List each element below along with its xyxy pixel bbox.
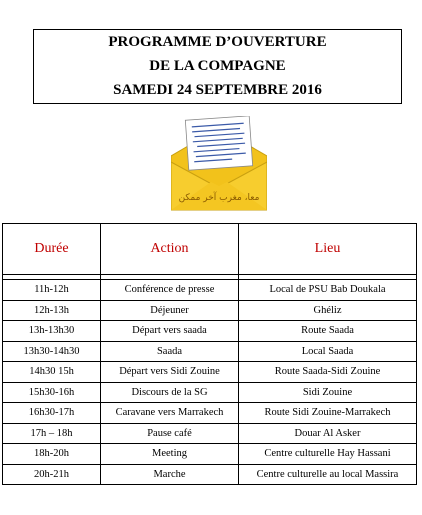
table-row — [3, 444, 417, 465]
cell-duree: 12h-13h — [3, 300, 101, 321]
header-duree: Durée — [3, 224, 101, 275]
header-lieu: Lieu — [239, 224, 417, 275]
cell-lieu: Centre culturelle au local Massira — [239, 464, 417, 485]
table-header-row — [3, 224, 417, 275]
cell-lieu: Centre culturelle Hay Hassani — [239, 444, 417, 465]
cell-lieu: Route Sidi Zouine-Marrakech — [239, 403, 417, 424]
title-line-3: SAMEDI 24 SEPTEMBRE 2016 — [113, 82, 322, 98]
table-row — [3, 464, 417, 485]
cell-action: Départ vers saada — [101, 321, 239, 342]
cell-action: Saada — [101, 341, 239, 362]
title-box — [33, 29, 402, 104]
cell-action: Pause café — [101, 423, 239, 444]
cell-lieu: Sidi Zouine — [239, 382, 417, 403]
cell-duree: 15h30-16h — [3, 382, 101, 403]
table-row — [3, 300, 417, 321]
cell-action: Caravane vers Marrakech — [101, 403, 239, 424]
cell-lieu: Douar Al Asker — [239, 423, 417, 444]
table-row — [3, 382, 417, 403]
title-line-2: DE LA COMPAGNE — [149, 58, 286, 74]
table-row — [3, 423, 417, 444]
cell-duree: 18h-20h — [3, 444, 101, 465]
cell-action: Marche — [101, 464, 239, 485]
table-row — [3, 321, 417, 342]
table-row — [3, 403, 417, 424]
logo-caption: معا، مغرب آخر ممكن — [178, 193, 260, 203]
cell-lieu: Route Saada — [239, 321, 417, 342]
envelope-letter-icon — [171, 116, 267, 212]
cell-action: Déjeuner — [101, 300, 239, 321]
table-row — [3, 280, 417, 301]
cell-duree: 16h30-17h — [3, 403, 101, 424]
cell-action: Départ vers Sidi Zouine — [101, 362, 239, 383]
cell-duree: 13h30-14h30 — [3, 341, 101, 362]
cell-duree: 13h-13h30 — [3, 321, 101, 342]
table-row — [3, 362, 417, 383]
cell-duree: 14h30 15h — [3, 362, 101, 383]
cell-duree: 17h – 18h — [3, 423, 101, 444]
cell-action: Conférence de presse — [101, 280, 239, 301]
table-row — [3, 341, 417, 362]
title-line-1: PROGRAMME D’OUVERTURE — [108, 34, 327, 50]
cell-action: Meeting — [101, 444, 239, 465]
header-action: Action — [101, 224, 239, 275]
cell-action: Discours de la SG — [101, 382, 239, 403]
program-table — [2, 223, 417, 485]
cell-lieu: Ghéliz — [239, 300, 417, 321]
cell-lieu: Local de PSU Bab Doukala — [239, 280, 417, 301]
cell-duree: 20h-21h — [3, 464, 101, 485]
cell-lieu: Route Saada-Sidi Zouine — [239, 362, 417, 383]
cell-lieu: Local Saada — [239, 341, 417, 362]
cell-duree: 11h-12h — [3, 280, 101, 301]
